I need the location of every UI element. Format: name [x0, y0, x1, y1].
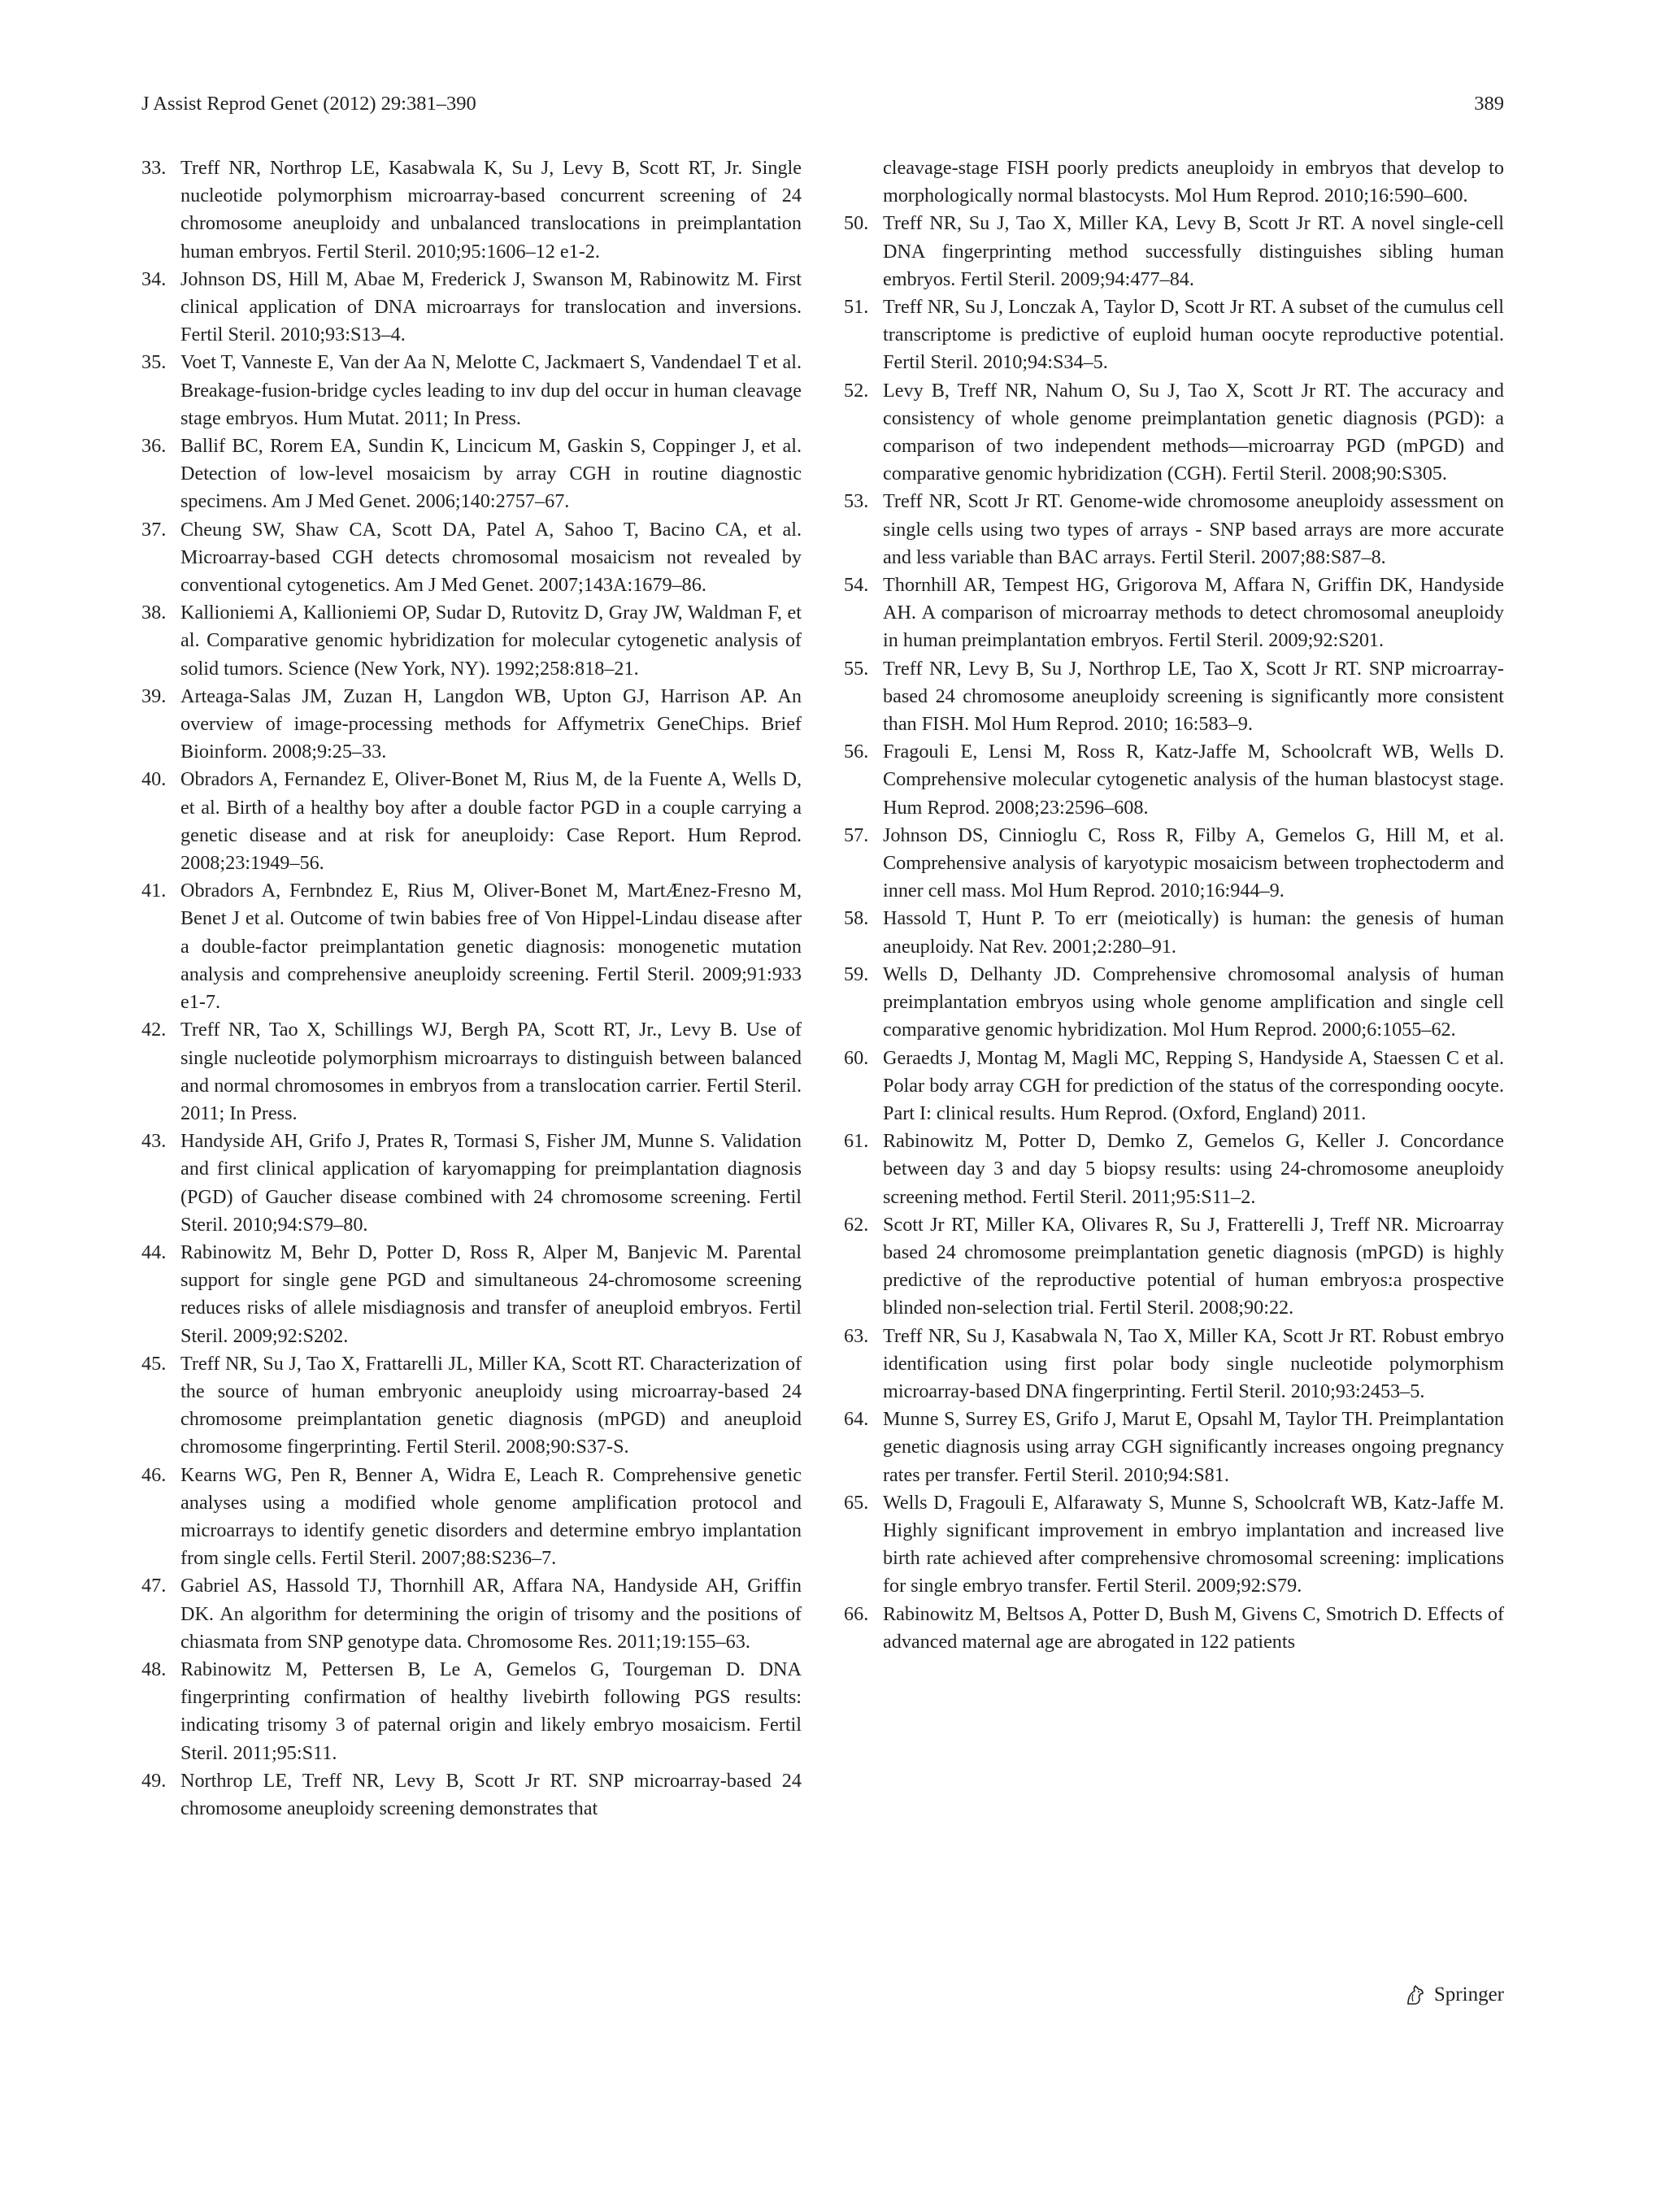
- reference-text: Arteaga-Salas JM, Zuzan H, Langdon WB, Upton GJ, Harrison AP. An overview of image-processing methods for Affymetrix GeneChips. Brief Bioinform. 2008;9:25–33.: [180, 684, 802, 763]
- reference-number: 48.: [141, 1658, 167, 1680]
- reference-entry: [844, 210, 1504, 293]
- reference-number: 51.: [844, 296, 869, 319]
- reference-entry: [141, 266, 802, 350]
- reference-entry: [844, 1045, 1504, 1128]
- reference-entry: [844, 293, 1504, 377]
- reference-text: Treff NR, Su J, Kasabwala N, Tao X, Miller KA, Scott Jr RT. Robust embryo identification using first polar body single nucleotide polymorphism microarray-based DNA fingerprinting. Fertil Steril. 2010;93:2453–5.: [883, 1324, 1504, 1402]
- reference-entry: [141, 1656, 802, 1767]
- running-head: [141, 88, 1504, 120]
- publisher-footer: [1403, 1979, 1504, 2011]
- reference-number: 54.: [844, 574, 869, 597]
- reference-number: 60.: [844, 1046, 869, 1069]
- reference-text: Wells D, Delhanty JD. Comprehensive chromosomal analysis of human preimplantation embryos using whole genome amplification and single cell comparative genomic hybridization. Mol Hum Reprod. 2000;6:1055–62.: [883, 963, 1504, 1041]
- reference-entry: [844, 961, 1504, 1045]
- reference-text: Geraedts J, Montag M, Magli MC, Repping S, Handyside A, Staessen C et al. Polar body array CGH for prediction of the status of the corresponding oocyte. Part I: clinical results. Hum Reprod. (Oxford, England) 2011.: [883, 1046, 1504, 1124]
- reference-entry: [141, 1128, 802, 1239]
- reference-number: 52.: [844, 379, 869, 402]
- reference-text: Handyside AH, Grifo J, Prates R, Tormasi S, Fisher JM, Munne S. Validation and first clinical application of karyomapping for preimplantation diagnosis (PGD) of Gaucher disease combined with 24 chromosome screening. Fertil Steril. 2010;94:S79–80.: [180, 1130, 802, 1236]
- reference-entry: [844, 1406, 1504, 1489]
- reference-text: Kearns WG, Pen R, Benner A, Widra E, Leach R. Comprehensive genetic analyses using a modified whole genome amplification protocol and microarrays to identify genetic disorders and determine embryo implantation from single cells. Fertil Steril. 2007;88:S236–7.: [180, 1463, 802, 1570]
- reference-text: Rabinowitz M, Pettersen B, Le A, Gemelos G, Tourgeman D. DNA fingerprinting confirmation of healthy livebirth following PGS results: indicating trisomy 3 of paternal origin and likely embryo mosaicism. Fertil Steril. 2011;95:S11.: [180, 1658, 802, 1764]
- reference-text: cleavage-stage FISH poorly predicts aneuploidy in embryos that develop to morphologically normal blastocysts. Mol Hum Reprod. 2010;16:590–600.: [883, 157, 1504, 207]
- reference-column-left: [141, 154, 802, 1823]
- reference-text: Ballif BC, Rorem EA, Sundin K, Lincicum M, Gaskin S, Coppinger J, et al. Detection of low-level mosaicism by array CGH in routine diagnostic specimens. Am J Med Genet. 2006;140:2757–67.: [180, 435, 802, 513]
- reference-number: 65.: [844, 1491, 869, 1514]
- reference-entry: [141, 1767, 802, 1823]
- reference-text: Rabinowitz M, Behr D, Potter D, Ross R, Alper M, Banjevic M. Parental support for single gene PGD and simultaneous 24-chromosome screening reduces risks of allele misdiagnosis and transfer of aneuploid embryos. Fertil Steril. 2009;92:S202.: [180, 1241, 802, 1347]
- reference-number: 47.: [141, 1575, 167, 1597]
- reference-number: 44.: [141, 1241, 167, 1263]
- reference-entry: [141, 1462, 802, 1573]
- reference-number: 61.: [844, 1130, 869, 1153]
- reference-entry: [141, 1572, 802, 1656]
- reference-column-right: [844, 154, 1504, 1656]
- reference-entry: [141, 766, 802, 877]
- reference-number: 45.: [141, 1352, 167, 1375]
- reference-text: Treff NR, Tao X, Schillings WJ, Bergh PA, Scott RT, Jr., Levy B. Use of single nucleotide polymorphism microarrays to distinguish between balanced and normal chromosomes in embryos from a translocation carrier. Fertil Steril. 2011; In Press.: [180, 1019, 802, 1124]
- reference-number: 37.: [141, 518, 167, 541]
- reference-entry: [844, 822, 1504, 906]
- reference-text: Cheung SW, Shaw CA, Scott DA, Patel A, Sahoo T, Bacino CA, et al. Microarray-based CGH detects chromosomal mosaicism not revealed by conventional cytogenetics. Am J Med Genet. 2007;143A:1679–86.: [180, 518, 802, 597]
- reference-entry: [844, 1323, 1504, 1406]
- reference-text: Treff NR, Su J, Tao X, Miller KA, Levy B, Scott Jr RT. A novel single-cell DNA fingerprinting method successfully distinguishes sibling human embryos. Fertil Steril. 2009;94:477–84.: [883, 212, 1504, 290]
- reference-entry: [844, 905, 1504, 960]
- reference-text: Treff NR, Levy B, Su J, Northrop LE, Tao X, Scott Jr RT. SNP microarray-based 24 chromosome aneuploidy screening is significantly more consistent than FISH. Mol Hum Reprod. 2010; 16:583–9.: [883, 657, 1504, 736]
- reference-number: 64.: [844, 1408, 869, 1431]
- reference-entry: [141, 154, 802, 266]
- reference-entry: [141, 599, 802, 683]
- reference-text: Gabriel AS, Hassold TJ, Thornhill AR, Affara NA, Handyside AH, Griffin DK. An algorithm for determining the origin of trisomy and the positions of chiasmata from SNP genotype data. Chromosome Res. 2011;19:155–63.: [180, 1575, 802, 1653]
- reference-entry: [844, 1211, 1504, 1323]
- reference-continuation: [844, 154, 1504, 210]
- reference-entry: [844, 1489, 1504, 1601]
- reference-text: Rabinowitz M, Potter D, Demko Z, Gemelos G, Keller J. Concordance between day 3 and day 5 biopsy results: using 24-chromosome aneuploidy screening method. Fertil Steril. 2011;95:S11–2.: [883, 1130, 1504, 1208]
- reference-text: Munne S, Surrey ES, Grifo J, Marut E, Opsahl M, Taylor TH. Preimplantation genetic diagnosis using array CGH significantly increases ongoing pregnancy rates per transfer. Fertil Steril. 2010;94:S81.: [883, 1408, 1504, 1486]
- reference-number: 62.: [844, 1213, 869, 1236]
- reference-entry: [141, 877, 802, 1016]
- reference-entry: [844, 738, 1504, 822]
- reference-text: Treff NR, Su J, Lonczak A, Taylor D, Scott Jr RT. A subset of the cumulus cell transcriptome is predictive of euploid human oocyte reproductive potential. Fertil Steril. 2010;94:S34–5.: [883, 296, 1504, 374]
- reference-number: 46.: [141, 1463, 167, 1486]
- reference-entry: [844, 1601, 1504, 1656]
- reference-entry: [844, 488, 1504, 571]
- reference-number: 66.: [844, 1602, 869, 1625]
- reference-number: 34.: [141, 267, 167, 290]
- reference-text: Treff NR, Su J, Tao X, Frattarelli JL, Miller KA, Scott RT. Characterization of the source of human embryonic aneuploidy using microarray-based 24 chromosome preimplantation genetic diagnosis (mPGD) and aneuploid chromosome fingerprinting. Fertil Steril. 2008;90:S37-S.: [180, 1352, 802, 1458]
- reference-number: 58.: [844, 907, 869, 930]
- reference-number: 39.: [141, 684, 167, 707]
- reference-text: Fragouli E, Lensi M, Ross R, Katz-Jaffe M, Schoolcraft WB, Wells D. Comprehensive molecular cytogenetic analysis of the human blastocyst stage. Hum Reprod. 2008;23:2596–608.: [883, 741, 1504, 819]
- reference-number: 43.: [141, 1130, 167, 1153]
- reference-entry: [141, 683, 802, 767]
- reference-entry: [141, 349, 802, 432]
- reference-entry: [141, 1350, 802, 1462]
- reference-entry: [141, 1239, 802, 1350]
- reference-number: 35.: [141, 351, 167, 374]
- reference-number: 59.: [844, 963, 869, 985]
- reference-number: 38.: [141, 602, 167, 624]
- reference-text: Rabinowitz M, Beltsos A, Potter D, Bush M, Givens C, Smotrich D. Effects of advanced maternal age are abrogated in 122 patients: [883, 1602, 1504, 1653]
- reference-entry: [844, 655, 1504, 739]
- reference-text: Treff NR, Northrop LE, Kasabwala K, Su J, Levy B, Scott RT, Jr. Single nucleotide polymorphism microarray-based concurrent screening of 24 chromosome aneuploidy and unbalanced translocations in preimplantation human embryos. Fertil Steril. 2010;95:1606–12 e1-2.: [180, 157, 802, 263]
- reference-number: 55.: [844, 657, 869, 680]
- reference-text: Levy B, Treff NR, Nahum O, Su J, Tao X, Scott Jr RT. The accuracy and consistency of whole genome preimplantation genetic diagnosis (PGD): a comparison of two independent methods—microarray PGD (mPGD) and comparative genomic hybridization (CGH). Fertil Steril. 2008;90:S305.: [883, 379, 1504, 485]
- reference-number: 40.: [141, 768, 167, 791]
- reference-entry: [141, 432, 802, 516]
- reference-number: 36.: [141, 435, 167, 458]
- reference-entry: [141, 516, 802, 600]
- reference-text: Wells D, Fragouli E, Alfarawaty S, Munne S, Schoolcraft WB, Katz-Jaffe M. Highly significant improvement in embryo implantation and increased live birth rate achieved after comprehensive chromosomal screening: implications for single embryo transfer. Fertil Steril. 2009;92:S79.: [883, 1491, 1504, 1597]
- reference-entry: [844, 377, 1504, 489]
- reference-number: 42.: [141, 1019, 167, 1041]
- reference-text: Scott Jr RT, Miller KA, Olivares R, Su J, Fratterelli J, Treff NR. Microarray based 24 chromosome preimplantation genetic diagnosis (mPGD) is highly predictive of the reproductive potential of human embryos:a prospective blinded non-selection trial. Fertil Steril. 2008;90:22.: [883, 1213, 1504, 1319]
- reference-text: Hassold T, Hunt P. To err (meiotically) is human: the genesis of human aneuploidy. Nat Rev. 2001;2:280–91.: [883, 907, 1504, 958]
- reference-entry: [141, 1016, 802, 1128]
- reference-number: 41.: [141, 880, 167, 902]
- reference-number: 49.: [141, 1769, 167, 1792]
- reference-number: 57.: [844, 824, 869, 846]
- publisher-name: Springer: [1433, 1984, 1504, 2006]
- reference-number: 53.: [844, 490, 869, 513]
- reference-text: Voet T, Vanneste E, Van der Aa N, Melotte C, Jackmaert S, Vandendael T et al. Breakage-fusion-bridge cycles leading to inv dup del occur in human cleavage stage embryos. Hum Mutat. 2011; In Press.: [180, 351, 802, 429]
- reference-text: Thornhill AR, Tempest HG, Grigorova M, Affara N, Griffin DK, Handyside AH. A comparison of microarray methods to detect chromosomal aneuploidy in human preimplantation embryos. Fertil Steril. 2009;92:S201.: [883, 574, 1504, 652]
- reference-number: 33.: [141, 157, 167, 179]
- reference-text: Johnson DS, Hill M, Abae M, Frederick J, Swanson M, Rabinowitz M. First clinical application of DNA microarrays for translocation and inversions. Fertil Steril. 2010;93:S13–4.: [180, 267, 802, 346]
- reference-text: Johnson DS, Cinnioglu C, Ross R, Filby A, Gemelos G, Hill M, et al. Comprehensive analysis of karyotypic mosaicism between trophectoderm and inner cell mass. Mol Hum Reprod. 2010;16:944–9.: [883, 824, 1504, 902]
- reference-text: Obradors A, Fernbndez E, Rius M, Oliver-Bonet M, MartÆnez-Fresno M, Benet J et al. Outcome of twin babies free of Von Hippel-Lindau disease after a double-factor preimplantation genetic diagnosis: monogenetic mutation analysis and comprehensive aneuploidy screening. Fertil Steril. 2009;91:933 e1-7.: [180, 880, 802, 1014]
- springer-horse-icon: [1403, 1983, 1428, 2007]
- reference-number: 50.: [844, 212, 869, 235]
- journal-citation: J Assist Reprod Genet (2012) 29:381–390: [141, 93, 476, 115]
- reference-number: 56.: [844, 741, 869, 763]
- reference-text: Northrop LE, Treff NR, Levy B, Scott Jr RT. SNP microarray-based 24 chromosome aneuploidy screening demonstrates that: [180, 1769, 802, 1819]
- reference-text: Kallioniemi A, Kallioniemi OP, Sudar D, Rutovitz D, Gray JW, Waldman F, et al. Comparative genomic hybridization for molecular cytogenetic analysis of solid tumors. Science (New York, NY). 1992;258:818–21.: [180, 602, 802, 680]
- page-number: 389: [1474, 93, 1504, 115]
- reference-entry: [844, 571, 1504, 655]
- reference-number: 63.: [844, 1324, 869, 1347]
- reference-entry: [844, 1128, 1504, 1211]
- reference-text: Obradors A, Fernandez E, Oliver-Bonet M, Rius M, de la Fuente A, Wells D, et al. Birth of a healthy boy after a double factor PGD in a couple carrying a genetic disease and at risk for aneuploidy: Case Report. Hum Reprod. 2008;23:1949–56.: [180, 768, 802, 875]
- reference-text: Treff NR, Scott Jr RT. Genome-wide chromosome aneuploidy assessment on single cells using two types of arrays - SNP based arrays are more accurate and less variable than BAC arrays. Fertil Steril. 2007;88:S87–8.: [883, 490, 1504, 568]
